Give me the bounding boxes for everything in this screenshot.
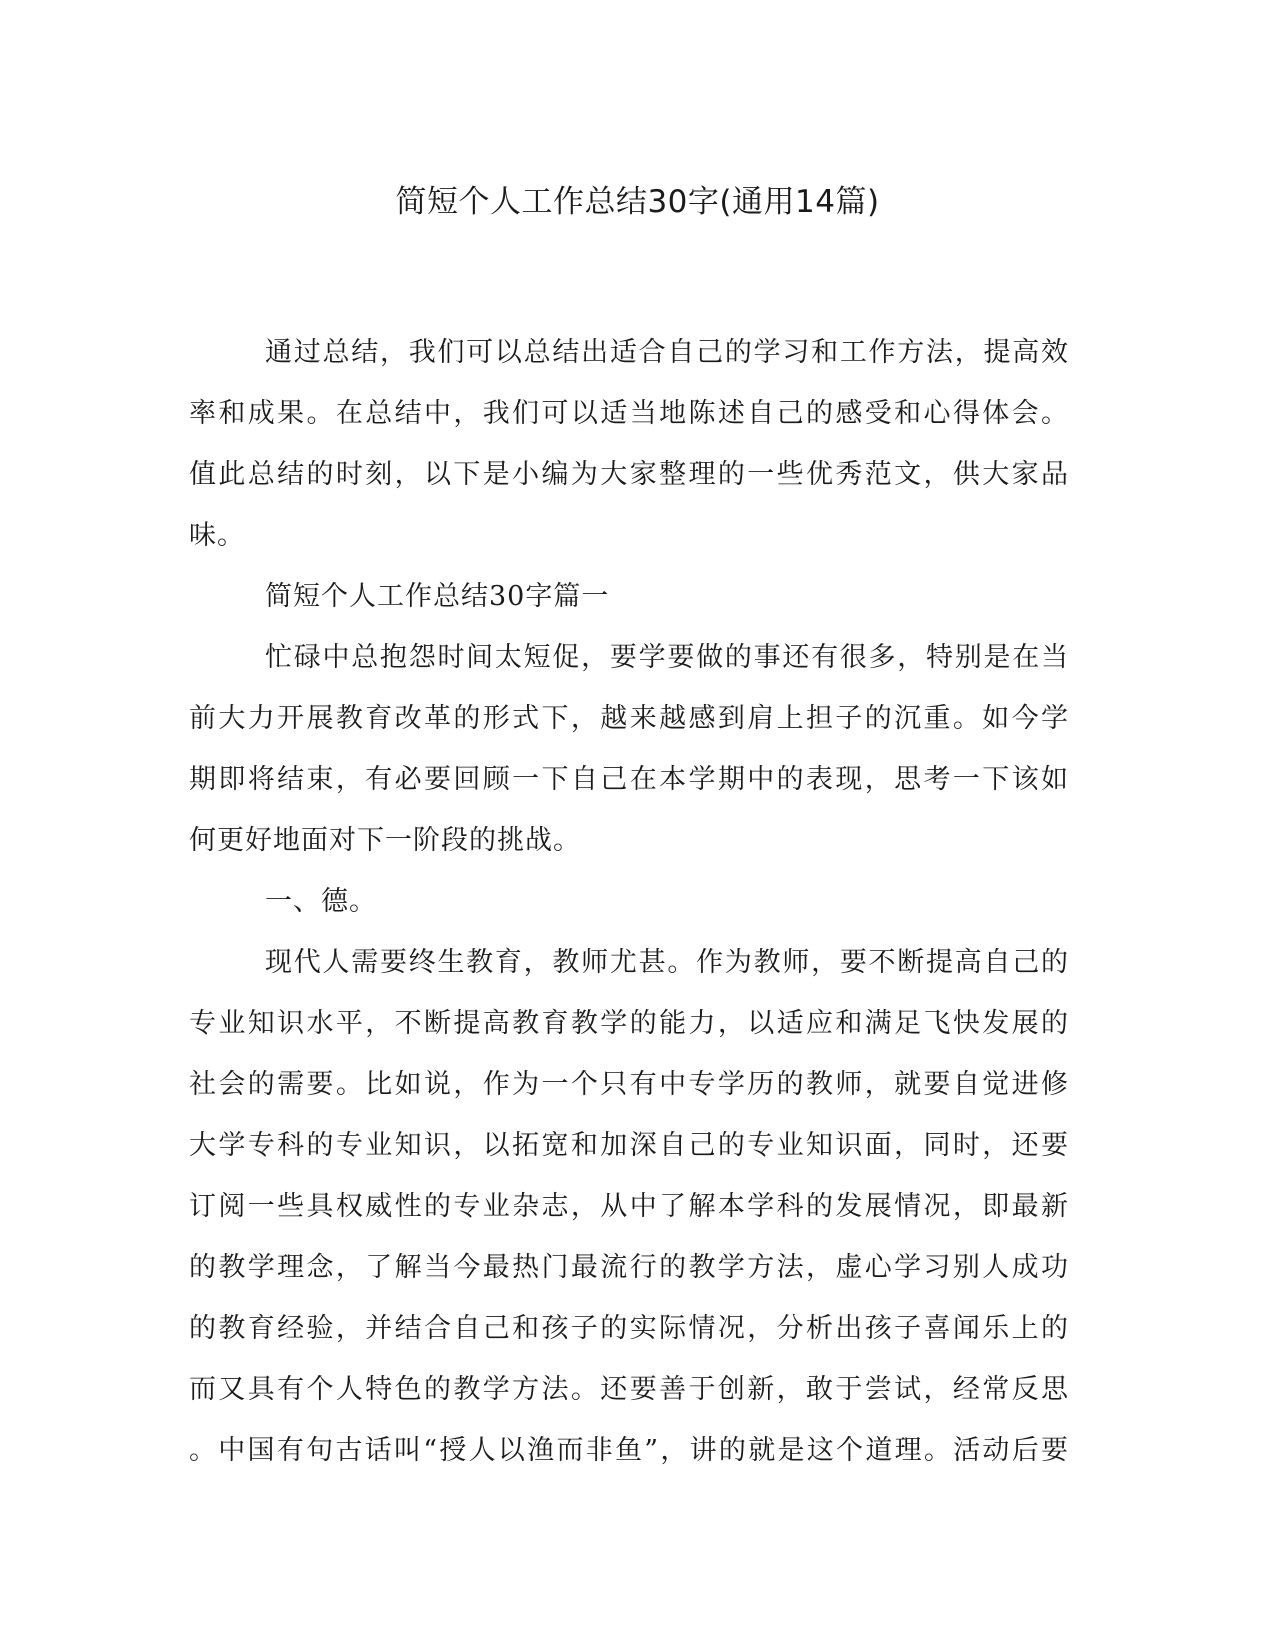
text-line: 的教育经验，并结合自己和孩子的实际情况，分析出孩子喜闻乐上的 [189,1313,1069,1344]
text-line: 期即将结束，有必要回顾一下自己在本学期中的表现，思考一下该如 [189,764,1069,795]
document-title: 简短个人工作总结30字(通用14篇) [395,184,880,220]
text-line: 一、德。 [265,886,377,917]
text-line: 简短个人工作总结30字篇一 [265,581,610,612]
text-line: 率和成果。在总结中，我们可以适当地陈述自己的感受和心得体会。 [189,398,1069,429]
text-line: 社会的需要。比如说，作为一个只有中专学历的教师，就要自觉进修 [189,1069,1069,1100]
text-line: 订阅一些具权威性的专业杂志，从中了解本学科的发展情况，即最新 [189,1191,1069,1222]
text-line: 而又具有个人特色的教学方法。还要善于创新，敢于尝试，经常反思 [189,1374,1069,1405]
text-line: 值此总结的时刻，以下是小编为大家整理的一些优秀范文，供大家品 [189,459,1069,490]
text-line: 前大力开展教育改革的形式下，越来越感到肩上担子的沉重。如今学 [189,703,1069,734]
text-line: 何更好地面对下一阶段的挑战。 [189,825,581,856]
document-body [189,322,1069,1481]
text-line: 通过总结，我们可以总结出适合自己的学习和工作方法，提高效 [265,337,1069,368]
text-line: 大学专科的专业知识，以拓宽和加深自己的专业知识面，同时，还要 [189,1130,1069,1161]
text-line: 。中国有句古话叫“授人以渔而非鱼”，讲的就是这个道理。活动后要 [189,1435,1069,1466]
text-line: 现代人需要终生教育，教师尤甚。作为教师，要不断提高自己的 [265,947,1069,978]
text-line: 专业知识水平，不断提高教育教学的能力，以适应和满足飞快发展的 [189,1008,1069,1039]
text-line: 味。 [189,520,245,551]
text-line: 的教学理念，了解当今最热门最流行的教学方法，虚心学习别人成功 [189,1252,1069,1283]
text-line: 忙碌中总抱怨时间太短促，要学要做的事还有很多，特别是在当 [265,642,1069,673]
